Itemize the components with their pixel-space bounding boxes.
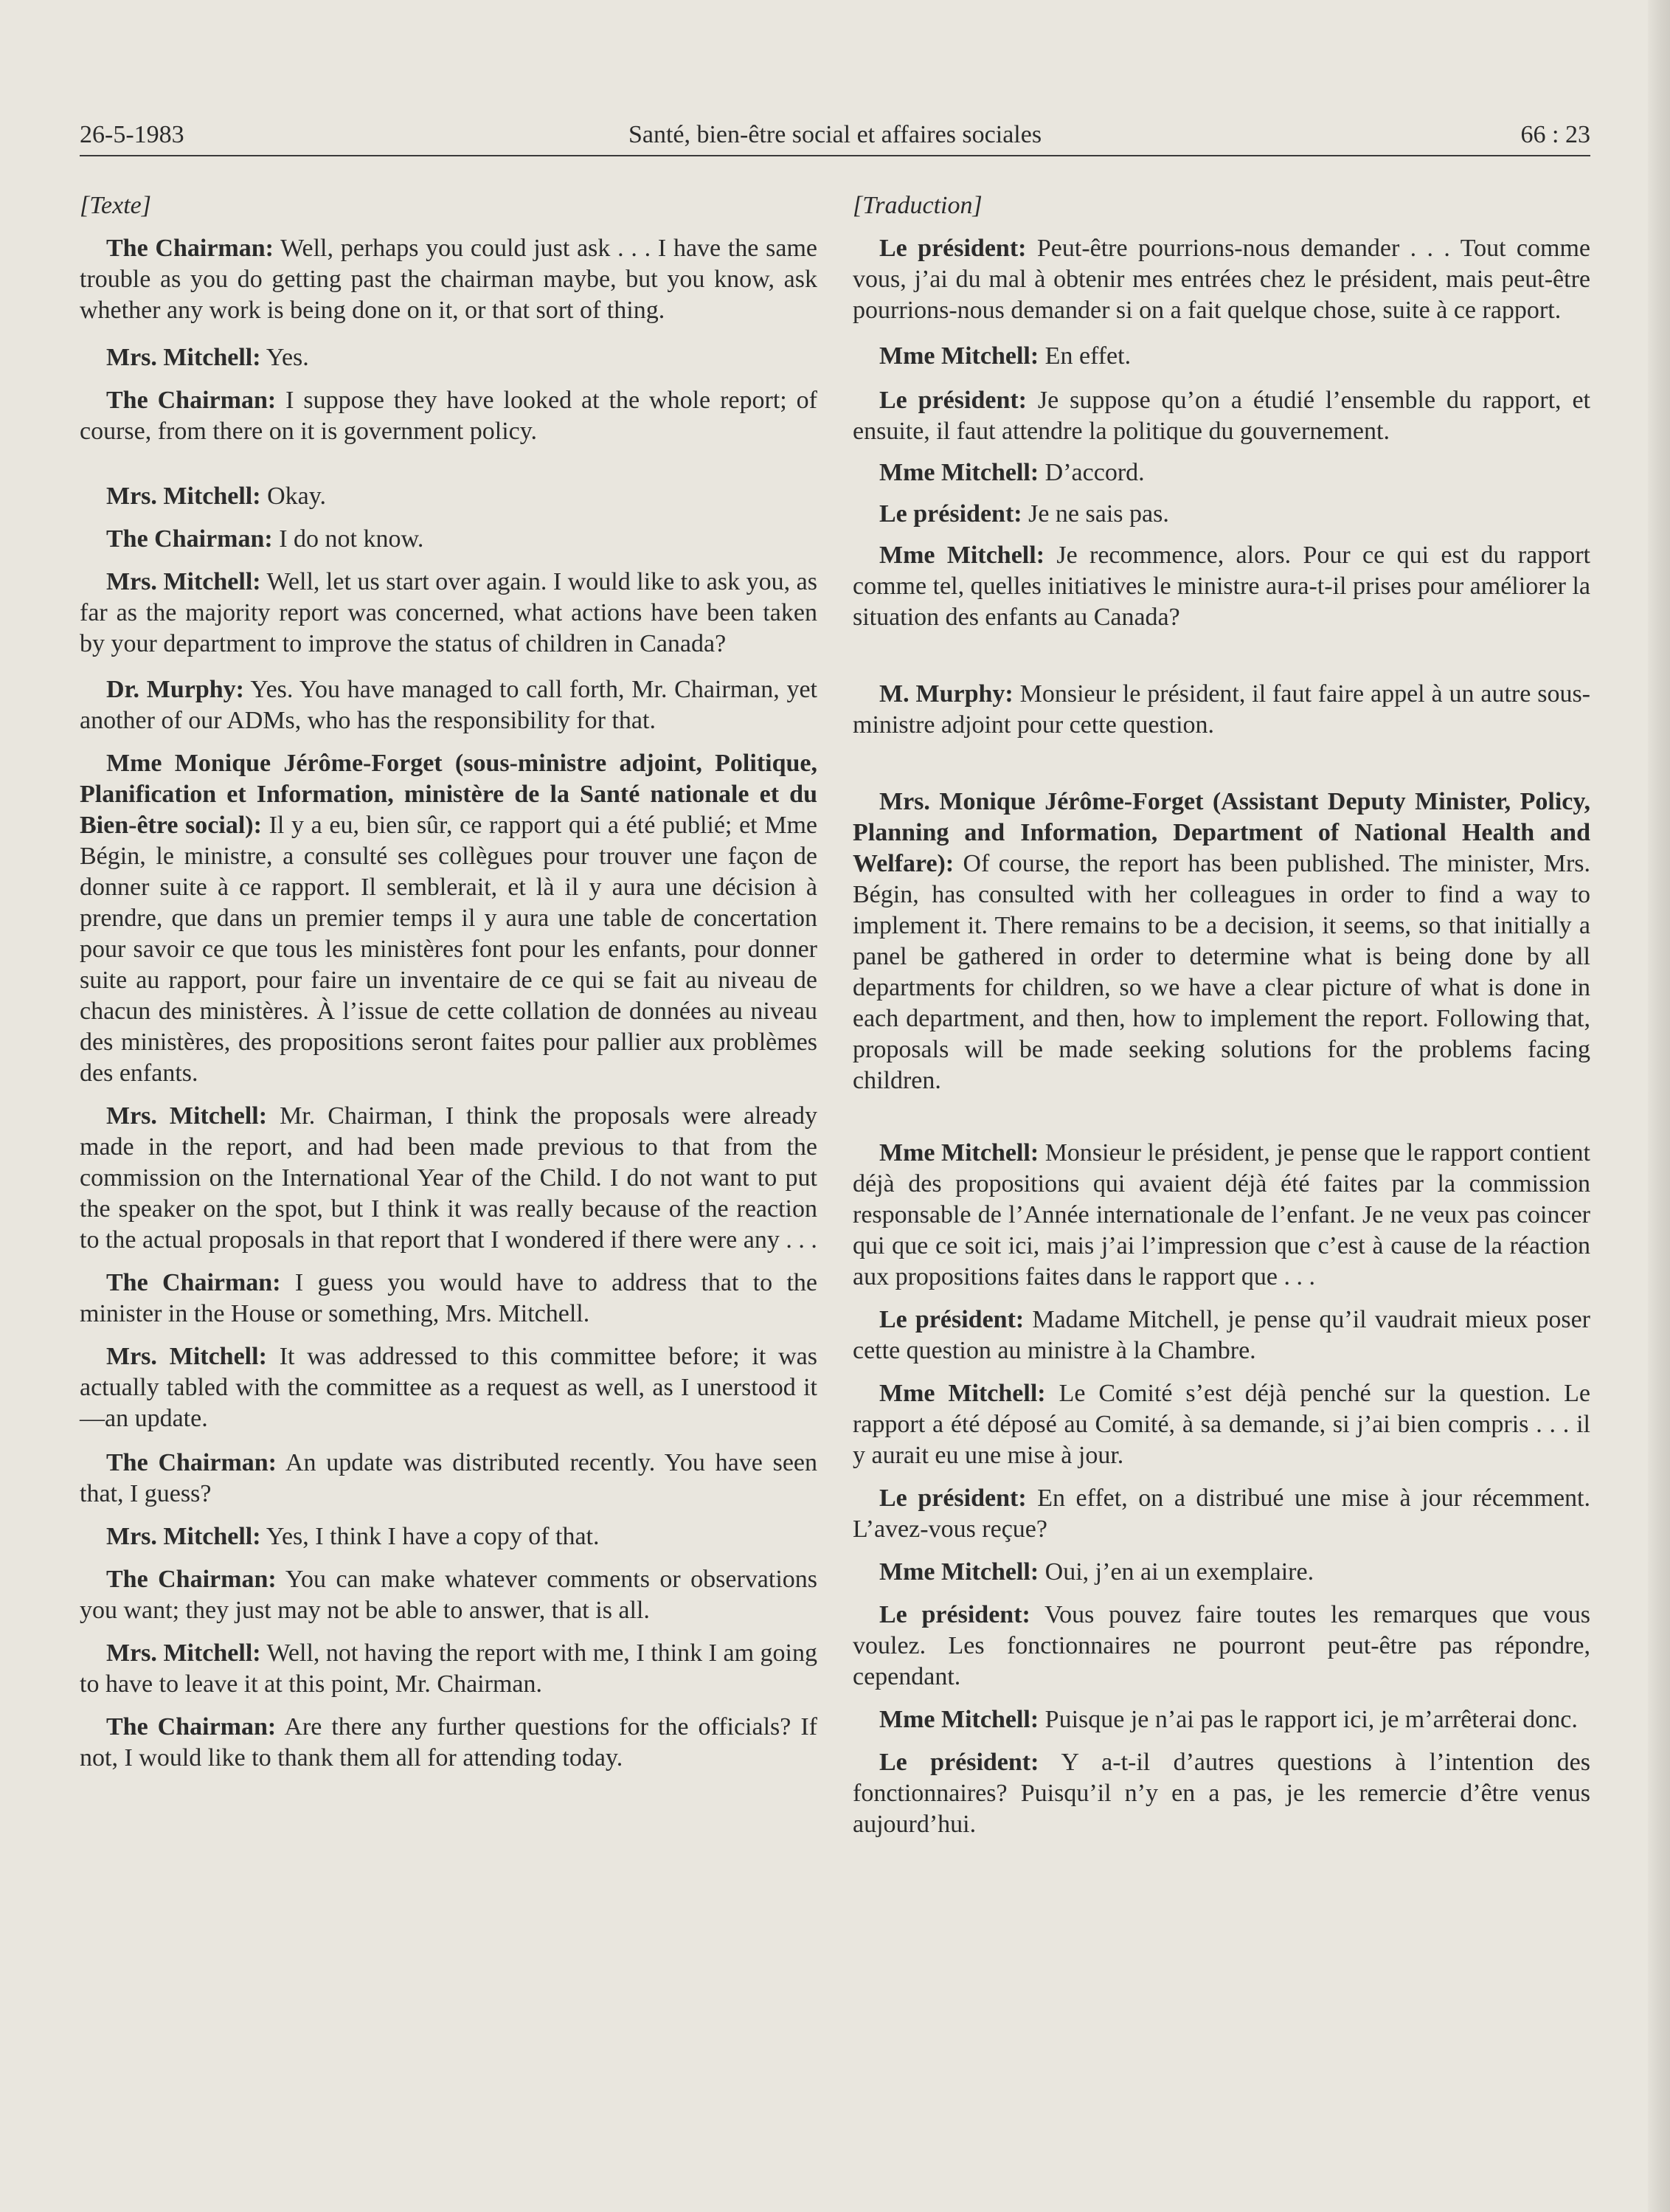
speaker-name: Mrs. Mitchell: xyxy=(106,344,261,371)
transcript-paragraph xyxy=(80,1448,817,1510)
speech-text: Well, not having the report with me, I think I am going to have to leave it at this point, Mr. Chairman. xyxy=(80,1639,818,1698)
speech-text: En effet. xyxy=(1039,342,1132,370)
speech-text: Are there any further questions for the officials? If not, I would like to thank them all for attending today. xyxy=(80,1713,818,1772)
speaker-name: Mme Mitchell: xyxy=(879,459,1039,486)
speaker-name: Mme Mitchell: xyxy=(879,1380,1046,1407)
transcript-paragraph xyxy=(80,342,817,373)
transcript-paragraph xyxy=(80,1521,817,1552)
speaker-name: Mrs. Mitchell: xyxy=(106,1102,268,1130)
right-column-french xyxy=(853,190,1590,1840)
document-page xyxy=(80,109,1591,1838)
speaker-name: Le président: xyxy=(879,387,1028,414)
speaker-name: Mrs. Mitchell: xyxy=(106,483,261,510)
running-header xyxy=(80,109,1590,156)
speech-text: Yes, I think I have a copy of that. xyxy=(260,1523,600,1550)
speaker-name: Mme Mitchell: xyxy=(879,1139,1039,1167)
speaker-name: Le président: xyxy=(879,235,1027,262)
transcript-paragraph xyxy=(80,567,817,660)
transcript-paragraph xyxy=(853,1304,1590,1366)
speech-text: Madame Mitchell, je pense qu’il vaudrait mieux poser cette question au ministre à la Chambre. xyxy=(853,1306,1591,1364)
speech-text: Okay. xyxy=(260,483,327,510)
transcript-paragraph xyxy=(853,233,1590,326)
transcript-paragraph xyxy=(853,385,1590,447)
speaker-name: The Chairman: xyxy=(106,1566,277,1593)
speech-text: It was addressed to this committee before; it was actually tabled with the committee as a request as well, as I unerstood it—an update. xyxy=(80,1343,817,1432)
speech-text: Monsieur le président, il faut faire appel à un autre sous-ministre adjoint pour cette question. xyxy=(853,680,1590,739)
speaker-name: The Chairman: xyxy=(106,235,274,262)
speaker-name: Le président: xyxy=(879,1749,1039,1776)
speaker-name: The Chairman: xyxy=(106,1449,277,1476)
transcript-paragraph xyxy=(853,1483,1590,1545)
speech-text: En effet, on a distribué une mise à jour récemment. L’avez-vous reçue? xyxy=(853,1485,1590,1543)
speech-text: I suppose they have looked at the whole report; of course, from there on it is government policy. xyxy=(80,387,817,445)
transcript-paragraph xyxy=(853,1138,1590,1293)
speech-text: Monsieur le président, je pense que le rapport contient déjà des propositions qui avaient déjà été faites par la commission responsable de l’Année internationale de l’enfant. Je ne veux pas coincer qui que ce soit ici, mais j’ai l’impression que c’est à cause de la réaction aux propositions faites dans le rapport que . . . xyxy=(853,1139,1590,1290)
column-label: [Texte] xyxy=(80,192,151,219)
speaker-name: M. Murphy: xyxy=(879,680,1014,708)
speech-text: Oui, j’en ai un exemplaire. xyxy=(1039,1558,1314,1586)
left-column-english xyxy=(80,190,817,1774)
speech-text: Yes. You have managed to call forth, Mr. Chairman, yet another of our ADMs, who has the responsibility for that. xyxy=(80,676,817,734)
speaker-name: The Chairman: xyxy=(106,1713,277,1741)
speech-text: Puisque je n’ai pas le rapport ici, je m’arrêterai donc. xyxy=(1039,1706,1578,1733)
transcript-paragraph xyxy=(853,1600,1590,1693)
speech-text: Mr. Chairman, I think the proposals were already made in the report, and had been made previous to that from the commission on the International Year of the Child. I do not want to put the speaker on the spot, but I think it was really because of the reaction to the actual proposals in that report that I wondered if there were any . . . xyxy=(80,1102,817,1254)
transcript-paragraph xyxy=(853,787,1590,1096)
transcript-paragraph xyxy=(853,457,1590,488)
transcript-paragraph xyxy=(80,233,817,326)
transcript-paragraph xyxy=(80,1638,817,1700)
transcript-paragraph xyxy=(80,524,817,555)
transcript-paragraph xyxy=(80,1101,817,1256)
transcript-paragraph xyxy=(853,1378,1590,1471)
speech-text: D’accord. xyxy=(1039,459,1145,486)
speech-text: Well, let us start over again. I would like to ask you, as far as the majority report was concerned, what actions have been taken by your department to improve the status of children in Canada? xyxy=(80,568,818,657)
speaker-name: Mrs. Mitchell: xyxy=(106,1523,261,1550)
speaker-name: Le président: xyxy=(879,1306,1025,1333)
transcript-paragraph xyxy=(853,540,1590,633)
speaker-name: Mrs. Mitchell: xyxy=(106,1639,261,1667)
speech-text: Je recommence, alors. Pour ce qui est du rapport comme tel, quelles initiatives le ministre aura-t-il prises pour améliorer la situation des enfants au Canada? xyxy=(853,542,1590,631)
speech-text: Y a-t-il d’autres questions à l’intention des fonctionnaires? Puisqu’il n’y en a pas, je les remercie d’être venus aujourd’hui. xyxy=(853,1749,1590,1838)
speaker-name: Mme Mitchell: xyxy=(879,542,1045,569)
speaker-name: The Chairman: xyxy=(106,525,273,553)
speech-text: Peut-être pourrions-nous demander . . . Tout comme vous, j’ai du mal à obtenir mes entrées chez le président, mais peut-être pourrions-nous demander si on a fait quelque chose, suite à ce rapport. xyxy=(853,235,1591,324)
page-spine-shadow xyxy=(1648,0,1670,2212)
speaker-name: Mme Mitchell: xyxy=(879,1558,1039,1586)
speech-text: Je ne sais pas. xyxy=(1022,500,1169,528)
speech-text: I do not know. xyxy=(272,525,424,553)
speaker-name: Dr. Murphy: xyxy=(106,676,244,703)
header-date: 26-5-1983 xyxy=(80,121,184,148)
transcript-paragraph xyxy=(853,1704,1590,1735)
speaker-name: Mrs. Monique Jérôme-Forget (Assistant Deputy Minister, Policy, Planning and Information, Department of National Health and Welfare): xyxy=(853,788,1590,877)
speaker-name: Mme Monique Jérôme-Forget (sous-ministre adjoint, Politique, Planification et Information, ministère de la Santé nationale et du Bien-être social): xyxy=(80,750,817,839)
speech-text: Je suppose qu’on a étudié l’ensemble du rapport, et ensuite, il faut attendre la politique du gouvernement. xyxy=(853,387,1591,445)
transcript-paragraph xyxy=(80,748,817,1089)
transcript-paragraph xyxy=(853,1557,1590,1588)
transcript-paragraph xyxy=(853,499,1590,530)
transcript-paragraph xyxy=(853,679,1590,741)
speaker-name: Mrs. Mitchell: xyxy=(106,1343,267,1370)
speech-text: You can make whatever comments or observations you want; they just may not be able to answer, that is all. xyxy=(80,1566,818,1624)
speech-text: I guess you would have to address that to the minister in the House or something, Mrs. Mitchell. xyxy=(80,1269,818,1327)
transcript-paragraph xyxy=(80,1268,817,1330)
transcript-paragraph xyxy=(80,1564,817,1626)
speaker-name: Mme Mitchell: xyxy=(879,342,1039,370)
speaker-name: Le président: xyxy=(879,500,1022,528)
speech-text: Of course, the report has been published. The minister, Mrs. Bégin, has consulted with her colleagues in order to find a way to implement it. There remains to be a decision, it seems, so that initially a panel be gathered in order to determine what is being done by all departments for children, so we have a clear picture of what is done in each department, and then, how to implement the report. Following that, proposals will be made seeking solutions for the problems facing children. xyxy=(853,850,1590,1094)
speaker-name: The Chairman: xyxy=(106,387,277,414)
speech-text: Vous pouvez faire toutes les remarques que vous voulez. Les fonctionnaires ne pourront peut-être pas répondre, cependant. xyxy=(853,1601,1590,1690)
transcript-paragraph xyxy=(80,1712,817,1774)
column-label: [Traduction] xyxy=(853,192,983,219)
transcript-paragraph xyxy=(80,481,817,512)
header-title: Santé, bien-être social et affaires sociales xyxy=(628,121,1042,148)
transcript-paragraph xyxy=(80,674,817,736)
transcript-paragraph xyxy=(853,1747,1590,1840)
speech-text: Le Comité s’est déjà penché sur la question. Le rapport a été déposé au Comité, à sa demande, si j’ai bien compris . . . il y aurait eu une mise à jour. xyxy=(853,1380,1591,1469)
speaker-name: Mme Mitchell: xyxy=(879,1706,1039,1733)
speech-text: Well, perhaps you could just ask . . . I have the same trouble as you do getting past the chairman maybe, but you know, ask whether any work is being done on it, or that sort of thing. xyxy=(80,235,818,324)
transcript-paragraph xyxy=(853,341,1590,372)
speaker-name: Le président: xyxy=(879,1601,1030,1628)
speech-text: An update was distributed recently. You have seen that, I guess? xyxy=(80,1449,817,1507)
speaker-name: Le président: xyxy=(879,1485,1027,1512)
header-page-number: 66 : 23 xyxy=(1520,121,1590,148)
transcript-paragraph xyxy=(80,385,817,447)
speech-text: Il y a eu, bien sûr, ce rapport qui a été publié; et Mme Bégin, le ministre, a consulté ses collègues pour trouver une façon de donner suite à ce rapport. Il semblerait, et là il y aura une décision à prendre, que dans un premier temps il y aura une table de concertation pour savoir ce que tous les ministères font pour les enfants, pour donner suite au rapport, pour faire un inventaire de ce qui se fait au niveau de chacun des ministères. À l’issue de cette collation de données au niveau des ministères, des propositions seront faites pour pallier aux problèmes des enfants. xyxy=(80,812,817,1087)
transcript-paragraph xyxy=(80,1341,817,1434)
speaker-name: The Chairman: xyxy=(106,1269,281,1296)
speech-text: Yes. xyxy=(260,344,309,371)
speaker-name: Mrs. Mitchell: xyxy=(106,568,261,595)
